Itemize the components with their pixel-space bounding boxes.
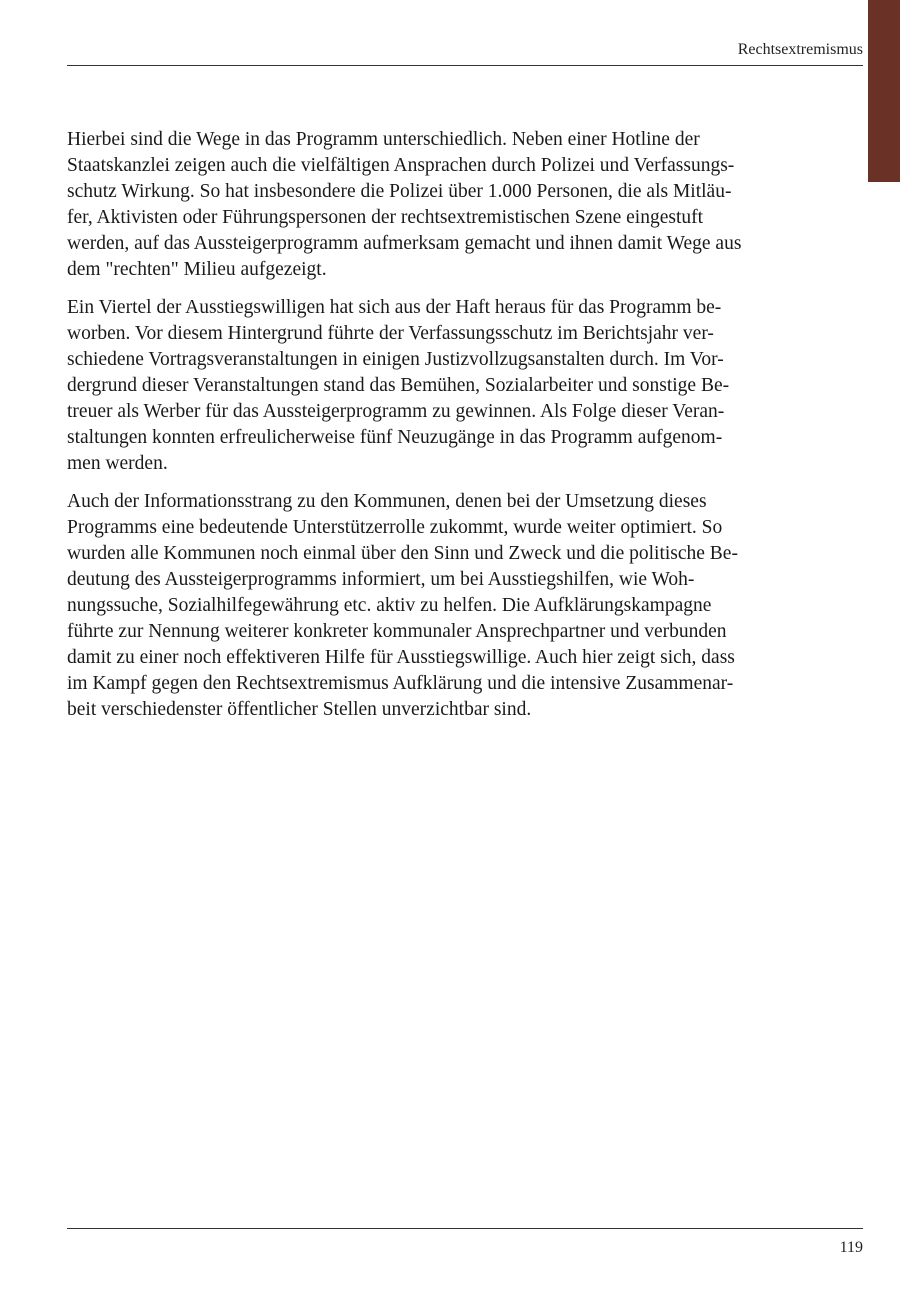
paragraph-line: Auch der Informationsstrang zu den Kommunen, denen bei der Umsetzung dieses xyxy=(67,491,707,512)
paragraph-line: nungssuche, Sozialhilfegewährung etc. aktiv zu helfen. Die Aufklärungskampagne xyxy=(67,595,712,616)
running-header-title: Rechtsextremismus xyxy=(737,41,863,58)
paragraph-line: worben. Vor diesem Hintergrund führte der Verfassungsschutz im Berichtsjahr ver- xyxy=(67,323,714,344)
paragraph-line: deutung des Aussteigerprogramms informiert, um bei Ausstiegshilfen, wie Woh- xyxy=(67,569,695,590)
paragraph-line: Hierbei sind die Wege in das Programm unterschiedlich. Neben einer Hotline der xyxy=(67,129,700,150)
paragraph-line: staltungen konnten erfreulicherweise fünf Neuzugänge in das Programm aufgenom- xyxy=(67,427,723,448)
paragraph-line: fer, Aktivisten oder Führungspersonen der rechtsextremistischen Szene eingestuft xyxy=(67,207,704,228)
paragraph-line: dergrund dieser Veranstaltungen stand das Bemühen, Sozialarbeiter und sonstige Be- xyxy=(67,375,730,396)
page-number: 119 xyxy=(839,1239,863,1256)
paragraph-line: dem "rechten" Milieu aufgezeigt. xyxy=(67,259,327,280)
paragraph-line: men werden. xyxy=(67,453,168,474)
paragraph-line: wurden alle Kommunen noch einmal über den Sinn und Zweck und die politische Be- xyxy=(67,543,738,564)
paragraph-line: Programms eine bedeutende Unterstützerrolle zukommt, wurde weiter optimiert. So xyxy=(67,517,723,538)
paragraph-line: im Kampf gegen den Rechtsextremismus Aufklärung und die intensive Zusammenar- xyxy=(67,673,734,694)
paragraph-line: treuer als Werber für das Aussteigerprogramm zu gewinnen. Als Folge dieser Veran- xyxy=(67,401,725,422)
paragraph-3 xyxy=(67,489,827,723)
paragraph-line: schutz Wirkung. So hat insbesondere die Polizei über 1.000 Personen, die als Mitläu- xyxy=(67,181,732,202)
paragraph-line: damit zu einer noch effektiveren Hilfe für Ausstiegswillige. Auch hier zeigt sich, dass xyxy=(67,647,735,668)
footer-divider xyxy=(67,1228,863,1229)
paragraph-1 xyxy=(67,127,827,283)
paragraph-line: Ein Viertel der Ausstiegswilligen hat sich aus der Haft heraus für das Programm be- xyxy=(67,297,722,318)
paragraph-line: beit verschiedenster öffentlicher Stellen unverzichtbar sind. xyxy=(67,699,532,720)
paragraph-line: werden, auf das Aussteigerprogramm aufmerksam gemacht und ihnen damit Wege aus xyxy=(67,233,742,254)
paragraph-line: Staatskanzlei zeigen auch die vielfältigen Ansprachen durch Polizei und Verfassungs- xyxy=(67,155,735,176)
header-divider xyxy=(67,65,863,66)
main-body-text xyxy=(67,127,827,735)
paragraph-line: schiedene Vortragsveranstaltungen in einigen Justizvollzugsanstalten durch. Im Vor- xyxy=(67,349,724,370)
paragraph-2 xyxy=(67,295,827,477)
chapter-tab-marker xyxy=(868,0,900,182)
paragraph-line: führte zur Nennung weiterer konkreter kommunaler Ansprechpartner und verbunden xyxy=(67,621,727,642)
